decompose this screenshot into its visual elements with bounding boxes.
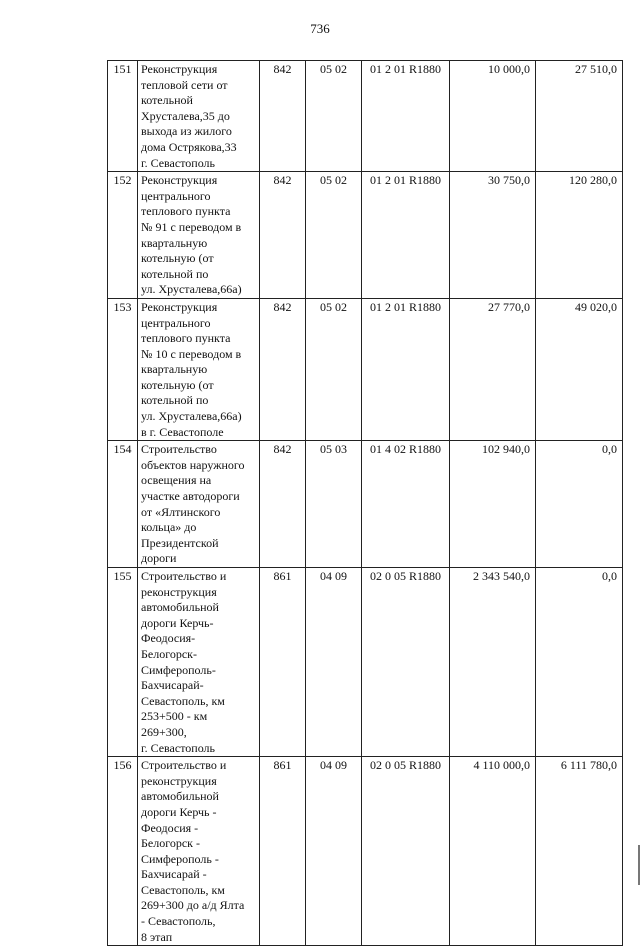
row-number-cell: 155 [108,568,138,757]
object-name-cell [138,757,260,946]
object-name-line: котельную (от [141,377,214,392]
object-name-line: 253+500 - км [141,709,208,724]
amount-next-cell: 27 510,0 [536,61,623,172]
object-name-line: в г. Севастополе [141,424,224,439]
object-name-line: освещения на [141,473,212,488]
object-name-line: Севастополь, км [141,882,225,897]
object-name-line: № 10 с переводом в [141,346,242,361]
object-name-line: Белогорск - [141,836,200,851]
amount-cell: 2 343 540,0 [450,568,536,757]
object-name-line: г. Севастополь [141,155,216,170]
ministry-code-cell: 842 [260,172,306,299]
object-name-line: 269+300, [141,724,187,739]
ministry-code-cell: 842 [260,298,306,440]
object-name-cell [138,61,260,172]
object-name-line: Строительство и [141,758,227,773]
object-name-line: Севастополь, км [141,693,225,708]
amount-next-cell: 120 280,0 [536,172,623,299]
budget-table [107,60,623,946]
target-article-cell: 01 2 01 R1880 [362,61,450,172]
ministry-code-cell: 861 [260,568,306,757]
object-name-line: квартальную [141,362,208,377]
object-name-cell [138,568,260,757]
amount-cell: 4 110 000,0 [450,757,536,946]
object-name-line: Строительство [141,442,217,457]
object-name-line: дома Острякова,33 [141,139,237,154]
object-name-line: Симферополь- [141,662,216,677]
object-name-line: Реконструкция [141,299,218,314]
row-number-cell: 156 [108,757,138,946]
table-body [108,61,623,946]
object-name-line: Реконструкция [141,62,218,76]
table-row [108,757,623,946]
object-name-cell [138,441,260,568]
table-row [108,61,623,172]
object-name-line: автомобильной [141,789,219,804]
target-article-cell: 01 2 01 R1880 [362,172,450,299]
object-name-line: Симферополь - [141,851,219,866]
object-name-line: Президентской [141,535,219,550]
section-code-cell: 05 02 [306,61,362,172]
object-name-line: Белогорск- [141,646,197,661]
table-row [108,568,623,757]
object-name-line: от «Ялтинского [141,504,221,519]
object-name-line: 8 этап [141,929,173,944]
object-name-cell [138,298,260,440]
amount-next-cell: 0,0 [536,568,623,757]
object-name-line: 269+300 до а/д Ялта [141,898,245,913]
row-number-cell: 152 [108,172,138,299]
object-name-line: теплового пункта [141,331,231,346]
target-article-cell: 02 0 05 R1880 [362,757,450,946]
object-name-line: ул. Хрусталева,66а) [141,409,242,424]
object-name-line: тепловой сети от [141,77,228,92]
ministry-code-cell: 842 [260,61,306,172]
object-name-line: Феодосия- [141,631,196,646]
ministry-code-cell: 861 [260,757,306,946]
section-code-cell: 05 02 [306,298,362,440]
object-name-line: выхода из жилого [141,124,232,139]
amount-cell: 10 000,0 [450,61,536,172]
object-name-line: - Севастополь, [141,914,216,929]
object-name-line: Строительство и [141,569,227,583]
object-name-line: Бахчисарай- [141,678,204,693]
object-name-cell [138,172,260,299]
row-number-cell: 154 [108,441,138,568]
object-name-line: участке автодороги [141,489,240,504]
amount-next-cell: 49 020,0 [536,298,623,440]
table-row [108,298,623,440]
object-name-line: ул. Хрусталева,66а) [141,282,242,297]
object-name-line: реконструкция [141,584,217,599]
object-name-line: объектов наружного [141,457,245,472]
row-number-cell: 151 [108,61,138,172]
amount-next-cell: 0,0 [536,441,623,568]
amount-cell: 102 940,0 [450,441,536,568]
target-article-cell: 01 2 01 R1880 [362,298,450,440]
object-name-line: центрального [141,315,211,330]
target-article-cell: 02 0 05 R1880 [362,568,450,757]
object-name-line: кольца» до [141,520,197,535]
row-number-cell: 153 [108,298,138,440]
section-code-cell: 05 02 [306,172,362,299]
object-name-line: котельной по [141,393,209,408]
section-code-cell: 05 03 [306,441,362,568]
object-name-line: дороги Керчь - [141,804,217,819]
page-number: 736 [310,21,330,36]
amount-cell: 30 750,0 [450,172,536,299]
object-name-line: теплового пункта [141,204,231,219]
object-name-line: центрального [141,188,211,203]
ministry-code-cell: 842 [260,441,306,568]
section-code-cell: 04 09 [306,568,362,757]
object-name-line: котельную (от [141,251,214,266]
object-name-line: г. Севастополь [141,740,216,755]
object-name-line: реконструкция [141,773,217,788]
object-name-line: дороги Керчь- [141,615,214,630]
amount-next-cell: 6 111 780,0 [536,757,623,946]
object-name-line: квартальную [141,235,208,250]
object-name-line: Феодосия - [141,820,199,835]
object-name-line: котельной [141,93,193,108]
object-name-line: № 91 с переводом в [141,219,242,234]
object-name-line: котельной по [141,266,209,281]
object-name-line: Хрусталева,35 до [141,108,230,123]
section-code-cell: 04 09 [306,757,362,946]
object-name-line: автомобильной [141,600,219,615]
target-article-cell: 01 4 02 R1880 [362,441,450,568]
object-name-line: Бахчисарай - [141,867,207,882]
amount-cell: 27 770,0 [450,298,536,440]
table-row [108,172,623,299]
table-row [108,441,623,568]
object-name-line: дороги [141,551,177,566]
object-name-line: Реконструкция [141,173,218,188]
